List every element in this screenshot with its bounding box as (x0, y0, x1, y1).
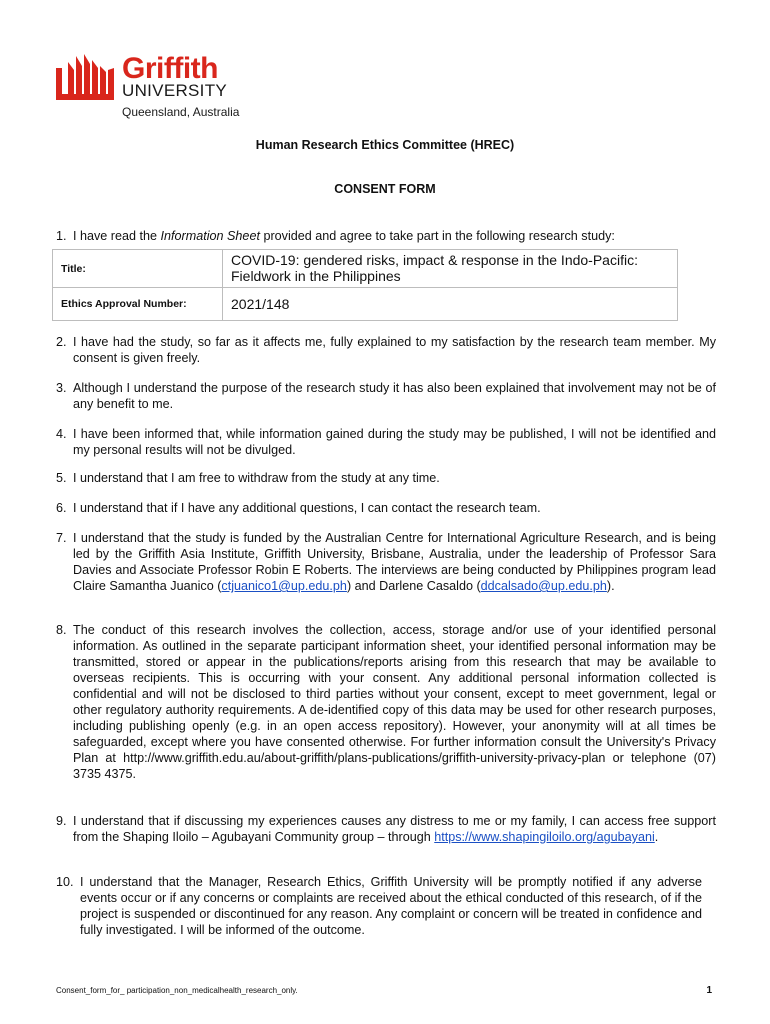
logo-subtitle: UNIVERSITY (122, 81, 228, 100)
page-number: 1 (706, 985, 712, 996)
item-text: The conduct of this research involves the collection, access, storage and/or use of your identified personal information. As outlined in the separate participant information sheet, your identified personal information may be transmitted, stored or appear in the publications/reports arising from this research that may be available to overseas recipients. This is occurring with your consent. Any additional personal information collected is confidential and will not be disclosed to third parties without your consent, except to meet government, legal or other regulatory authority requirements. A de-identified copy of this data may be used for other research purposes, including publishing openly (e.g. in an open access repository). However, your anonymity will at all times be safeguarded, except where you have consented otherwise. For further information consult the University's Privacy Plan at http://www.griffith.edu.au/about-griffith/plans-publications/griffith-university-privacy-plan or telephone (07) 3735 4375. (73, 623, 716, 781)
logo-location: Queensland, Australia (122, 105, 240, 119)
table-row (53, 250, 678, 288)
title-value: COVID-19: gendered risks, impact & response in the Indo-Pacific: Fieldwork in the Philippines (223, 250, 678, 288)
logo-wordmark: Griffith (122, 52, 218, 85)
agubayani-link[interactable]: https://www.shapingiloilo.org/agubayani (434, 830, 655, 844)
item-text: Although I understand the purpose of the research study it has also been explained that involvement may not be of any benefit to me. (73, 381, 716, 411)
item-number: 9. (56, 814, 67, 828)
approval-label: Ethics Approval Number: (53, 288, 223, 321)
consent-item-9 (56, 813, 716, 845)
consent-item-4 (56, 426, 716, 458)
consent-item-3 (56, 380, 716, 412)
study-details-table (52, 249, 678, 321)
information-sheet-ref: Information Sheet (160, 229, 260, 243)
item-number: 3. (56, 381, 67, 395)
item-number: 4. (56, 427, 67, 441)
email-link-casaldo[interactable]: ddcalsado@up.edu.ph (480, 579, 607, 593)
consent-item-5 (56, 470, 716, 486)
item-number: 1. (56, 229, 67, 243)
item-text: I have read the Information Sheet provided and agree to take part in the following research study: (73, 229, 615, 243)
item-number: 7. (56, 531, 67, 545)
approval-value: 2021/148 (223, 288, 678, 321)
consent-item-1 (56, 228, 716, 244)
consent-item-8 (56, 622, 716, 782)
committee-heading: Human Research Ethics Committee (HREC) (255, 138, 515, 152)
form-title: CONSENT FORM (334, 182, 436, 196)
item-text: I understand that the Manager, Research Ethics, Griffith University will be promptly notified if any adverse events occur or if any concerns or complaints are received about the ethical conducted of this research, of if the project is suspended or discontinued for any reason. Any complaint or concern will be treated in confidence and fully investigated. I will be informed of the outcome. (80, 875, 702, 937)
item-number: 8. (56, 623, 67, 637)
item-number: 2. (56, 335, 67, 349)
item-text: I have been informed that, while information gained during the study may be published, I will not be identified and my personal results will not be divulged. (73, 427, 716, 457)
item-number: 10. (56, 875, 74, 889)
item-number: 6. (56, 501, 67, 515)
table-row (53, 288, 678, 321)
item-text: I understand that I am free to withdraw from the study at any time. (73, 471, 440, 485)
item-text: I understand that if discussing my experiences causes any distress to me or my family, I can access free support from the Shaping Iloilo – Agubayani Community group – through https://www.shapingiloilo.org/agubayani. (73, 814, 716, 844)
griffith-flame-icon (54, 54, 116, 108)
item-text: I understand that the study is funded by the Australian Centre for International Agriculture Research, and is being led by the Griffith Asia Institute, Griffith University, Brisbane, Australia, under the leadership of Professor Sara Davies and Associate Professor Robin E Roberts. The interviews are being conducted by Philippines program lead Claire Samantha Juanico (ctjuanico1@up.edu.ph) and Darlene Casaldo (ddcalsado@up.edu.ph). (73, 531, 716, 593)
consent-item-6 (56, 500, 716, 516)
consent-item-10 (56, 874, 702, 938)
item-number: 5. (56, 471, 67, 485)
griffith-logo (54, 50, 254, 124)
consent-item-2 (56, 334, 716, 366)
item-text: I have had the study, so far as it affects me, fully explained to my satisfaction by the research team member. My consent is given freely. (73, 335, 716, 365)
footer-filename: Consent_form_for_ participation_non_medicalhealth_research_only. (56, 986, 298, 995)
consent-item-7 (56, 530, 716, 594)
title-label: Title: (53, 250, 223, 288)
email-link-juanico[interactable]: ctjuanico1@up.edu.ph (221, 579, 347, 593)
item-text: I understand that if I have any additional questions, I can contact the research team. (73, 501, 541, 515)
